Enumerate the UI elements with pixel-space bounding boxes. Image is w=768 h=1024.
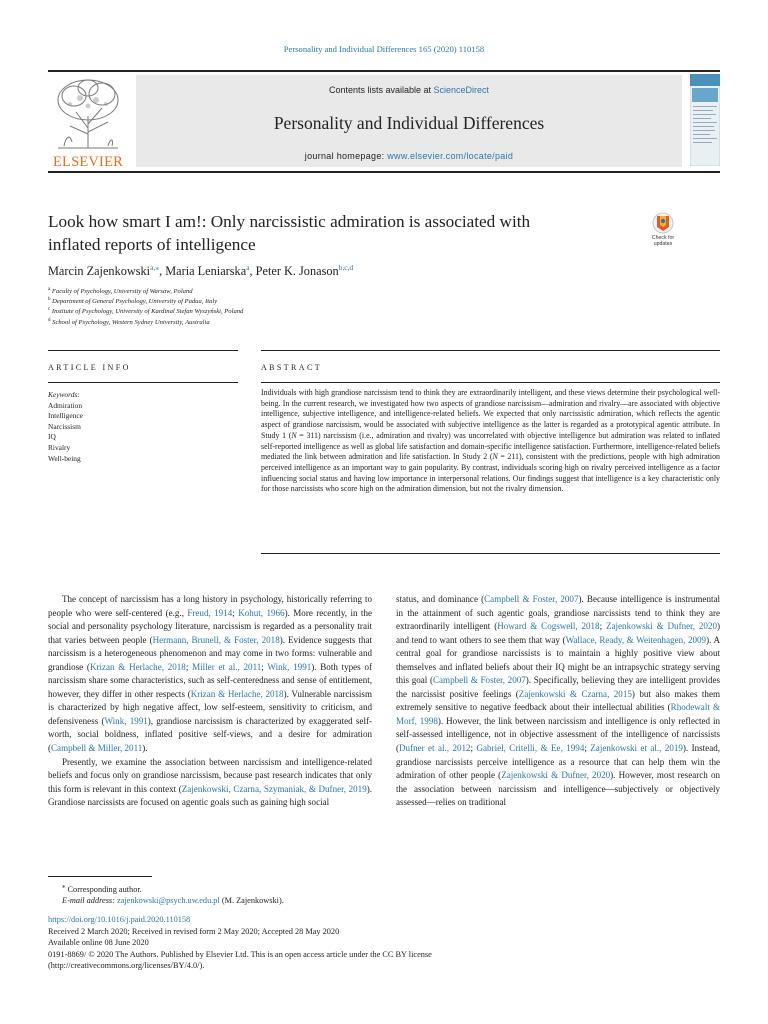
journal-cover-icon: [690, 74, 720, 166]
article-info-heading: ARTICLE INFO: [48, 363, 131, 372]
author-name: Maria Leniarska: [165, 264, 247, 278]
citation-link[interactable]: Zajenkowski, Czarna, Szymaniak, & Dufner, 2019: [181, 783, 367, 794]
keyword: Admiration: [48, 400, 83, 410]
keyword: Well-being: [48, 453, 81, 463]
keywords-list: [48, 390, 238, 464]
journal-homepage: journal homepage: www.elsevier.com/locate/paid: [304, 151, 514, 161]
received-dates: Received 2 March 2020; Received in revised form 2 May 2020; Accepted 28 May 2020: [48, 926, 340, 936]
elsevier-tree-icon: [50, 76, 126, 150]
citation-link[interactable]: Campbell & Miller, 2011: [51, 743, 143, 754]
keyword: Intelligence: [48, 411, 83, 421]
online-date: Available online 08 June 2020: [48, 938, 149, 948]
contents-available: Contents lists available at ScienceDirect: [328, 85, 490, 95]
affiliation-marker[interactable]: b,c,d: [338, 262, 354, 272]
affiliation-item: $^d$ School of Psychology, Western Sydney University, Australia: [48, 317, 210, 326]
license-text: 0191-8869/ © 2020 The Authors. Published by Elsevier Ltd. This is an open access article under the CC BY license: [48, 949, 432, 959]
citation-link[interactable]: Zajenkowski & Dufner, 2020: [605, 621, 718, 632]
divider: [48, 350, 238, 351]
author-list: Marcin Zajenkowski$^{a,⁎}$, Maria Leniarska$^a$, Peter K. Jonason$^{b,c,d}$: [48, 262, 354, 278]
divider: [261, 553, 720, 554]
affiliation-item: $^c$ Institute of Psychology, University of Kardinal Stefan Wyszyński, Poland: [48, 307, 244, 316]
citation-link[interactable]: Wallace, Ready, & Weitenhagen, 2009: [565, 634, 707, 645]
keyword: IQ: [48, 432, 56, 442]
affiliation-item: $^b$ Department of General Psychology, University of Padua, Italy: [48, 297, 218, 306]
email-link[interactable]: zajenkowski@psych.uw.edu.pl: [117, 896, 220, 906]
elsevier-wordmark: ELSEVIER: [52, 154, 124, 170]
masthead-bottom-rule: [48, 171, 720, 173]
body-paragraph: Presently, we examine the association between narcissism and intelligence-related beliefs and focus only on grandiose narcissism, because past research indicates that only this form is relevant in this context (Zajenkowski, Czarna, Szymaniak, & Dufner, 2019). Grandiose narcissists are focused on agentic goals such as gaining high social: [48, 756, 372, 808]
affiliation-item: $^a$ Faculty of Psychology, University of Warsaw, Poland: [48, 286, 193, 295]
license-url[interactable]: (http://creativecommons.org/licenses/BY/4.0/).: [48, 961, 205, 971]
journal-banner: [136, 75, 682, 167]
body-paragraph: status, and dominance (Campbell & Foster, 2007). Because intelligence is instrumental in the attainment of such agentic goals, grandiose narcissists tend to think they are extraordinarily intelligent (Howard & Cogswell, 2018; Zajenkowski & Dufner, 2020) and tend to want others to see them that way (Wallace, Ready, & Weitenhagen, 2009). A central goal for grandiose narcissists is to maintain a highly positive view about themselves and inflated beliefs about their IQ might be an intrapsychic strategy serving this goal (Campbell & Foster, 2007). Specifically, believing they are intelligent provides the narcissist positive feelings (Zajenkowski & Czarna, 2015) but also makes them extremely sensitive to negative feedback about their intellectual abilities (Rhodewalt & Morf, 1998). However, the link between narcissism and intelligence is only reflected in self-assessed intelligence, not in objective assessment of the intelligence of narcissists (Dufner et al., 2012; Gabriel, Critelli, & Ee, 1994; Zajenkowski et al., 2019). Instead, grandiose narcissists perceive intelligence as a resource that can help them win the admiration of other people (Zajenkowski & Dufner, 2020). However, most research on the association between narcissism and intelligence—subjectively or objectively assessed—relies on traditional: [396, 594, 721, 808]
author-name: Peter K. Jonason: [255, 264, 339, 278]
crossmark-icon: [644, 212, 682, 236]
citation-link[interactable]: Zajenkowski & Dufner, 2020: [501, 770, 611, 781]
footnotes: [48, 881, 608, 907]
affiliations: [48, 287, 688, 328]
check-for-updates-badge[interactable]: Check for updates: [644, 212, 682, 252]
abstract-heading: ABSTRACT: [261, 363, 322, 372]
citation-link[interactable]: Krizan & Herlache, 2018: [89, 661, 186, 672]
divider: [48, 382, 238, 383]
footnote-divider: [48, 876, 152, 877]
citation-link[interactable]: Kohut, 1966: [238, 607, 285, 618]
abstract-text: Individuals with high grandiose narcissism tend to think they are extraordinarily intelligent, and these views determine their psychological well-being. In the current research, we investigated how two aspects of grandiose narcissism—admiration and rivalry—are associated with objective intelligence, subjective intelligence, and intelligence-related beliefs. We expected that only narcissistic admiration, which reflects the agentic aspect of grandiose narcissism, would be associated with subjective intelligence as the latter is regarded as a prototypical agentic attribute. In Study 1 (N = 311) narcissism (i.e., admiration and rivalry) was uncorrelated with objective intelligence but admiration was related to inflated self-reported intelligence as well as global life satisfaction and domain-specific intelligence satisfaction. Furthermore, intelligence-related beliefs mediated the link between admiration and life satisfaction. In Study 2 (N = 211), consistent with the predictions, people with high admiration perceived intelligence as an important way to gain popularity. By contrast, individuals scoring high on rivalry perceived intelligence as a factor influencing social status and having low importance in interpersonal relations. Our findings suggest that intelligence is a key characteristic only for those narcissists who score high on the admiration dimension, but not the rivalry dimension.: [261, 388, 721, 494]
citation-link[interactable]: Howard & Cogswell, 2018: [497, 621, 600, 632]
citation-link[interactable]: Gabriel, Critelli, & Ee, 1994: [476, 743, 585, 754]
citation-link[interactable]: Campbell & Foster, 2007: [484, 594, 579, 604]
journal-masthead: [48, 70, 720, 170]
citation-link[interactable]: Dufner et al., 2012: [399, 743, 471, 754]
publication-info: [48, 914, 608, 972]
affiliation-marker[interactable]: a: [246, 262, 250, 272]
citation-link[interactable]: Campbell & Foster, 2007: [432, 675, 526, 686]
citation-link[interactable]: Krizan & Herlache, 2018: [190, 688, 284, 699]
publisher-logo: [48, 76, 128, 170]
citation-link[interactable]: Rhodewalt & Morf, 1998: [396, 702, 720, 726]
email-note: E-mail address: zajenkowski@psych.uw.edu.pl (M. Zajenkowski).: [62, 896, 284, 906]
citation-link[interactable]: Wink, 1991: [267, 661, 312, 672]
journal-title: Personality and Individual Differences: [273, 113, 545, 133]
homepage-link[interactable]: www.elsevier.com/locate/paid: [387, 151, 514, 161]
author-name: Marcin Zajenkowski: [48, 264, 151, 278]
divider: [261, 382, 720, 383]
keywords-label: Keywords:: [48, 390, 80, 399]
doi-link[interactable]: https://doi.org/10.1016/j.paid.2020.110158: [48, 915, 191, 924]
citation-link[interactable]: Zajenkowski & Czarna, 2015: [518, 688, 632, 699]
sciencedirect-link[interactable]: ScienceDirect: [433, 85, 490, 95]
citation-link[interactable]: Freud, 1914: [187, 607, 233, 618]
keyword: Narcissism: [48, 421, 81, 431]
journal-cover-thumbnail[interactable]: [690, 74, 720, 166]
masthead-top-rule: [48, 70, 720, 72]
body-column-right: [396, 593, 720, 810]
citation-link[interactable]: Zajenkowski et al., 2019: [590, 743, 683, 754]
affiliation-marker[interactable]: a,⁎: [150, 262, 160, 272]
citation-link[interactable]: Miller et al., 2011: [192, 661, 262, 672]
keyword: Rivalry: [48, 442, 71, 452]
divider: [261, 350, 720, 351]
citation-link[interactable]: Hermann, Brunell, & Foster, 2018: [152, 634, 280, 645]
article-title: Look how smart I am!: Only narcissistic admiration is associated with inflated reports of intelligence: [48, 212, 531, 254]
body-paragraph: The concept of narcissism has a long history in psychology, historically referring to people who were self-centered (e.g., Freud, 1914; Kohut, 1966). More recently, in the social and personality psychology literature, narcissism is regarded as a personality trait that varies between people (Hermann, Brunell, & Foster, 2018). Evidence suggests that narcissism is a heterogeneous phenomenon and may come in two forms: vulnerable and grandiose (Krizan & Herlache, 2018; Miller et al., 2011; Wink, 1991). Both types of narcissism share some characteristics, such as self-centeredness and sense of entitlement, however, they differ in other respects (Krizan & Herlache, 2018). Vulnerable narcissism is characterized by high negative affect, low self-esteem, sensitivity to criticism, and defensiveness (Wink, 1991), grandiose narcissism is characterized by exaggerated self-worth, social boldness, inflated positive self-views, and a desire for admiration (Campbell & Miller, 2011).: [48, 594, 372, 754]
corresponding-author-note: ⁎ Corresponding author.: [62, 883, 142, 894]
body-column-left: [48, 593, 372, 810]
journal-citation[interactable]: Personality and Individual Differences 165 (2020) 110158: [283, 44, 485, 54]
citation-link[interactable]: Wink, 1991: [104, 715, 148, 726]
